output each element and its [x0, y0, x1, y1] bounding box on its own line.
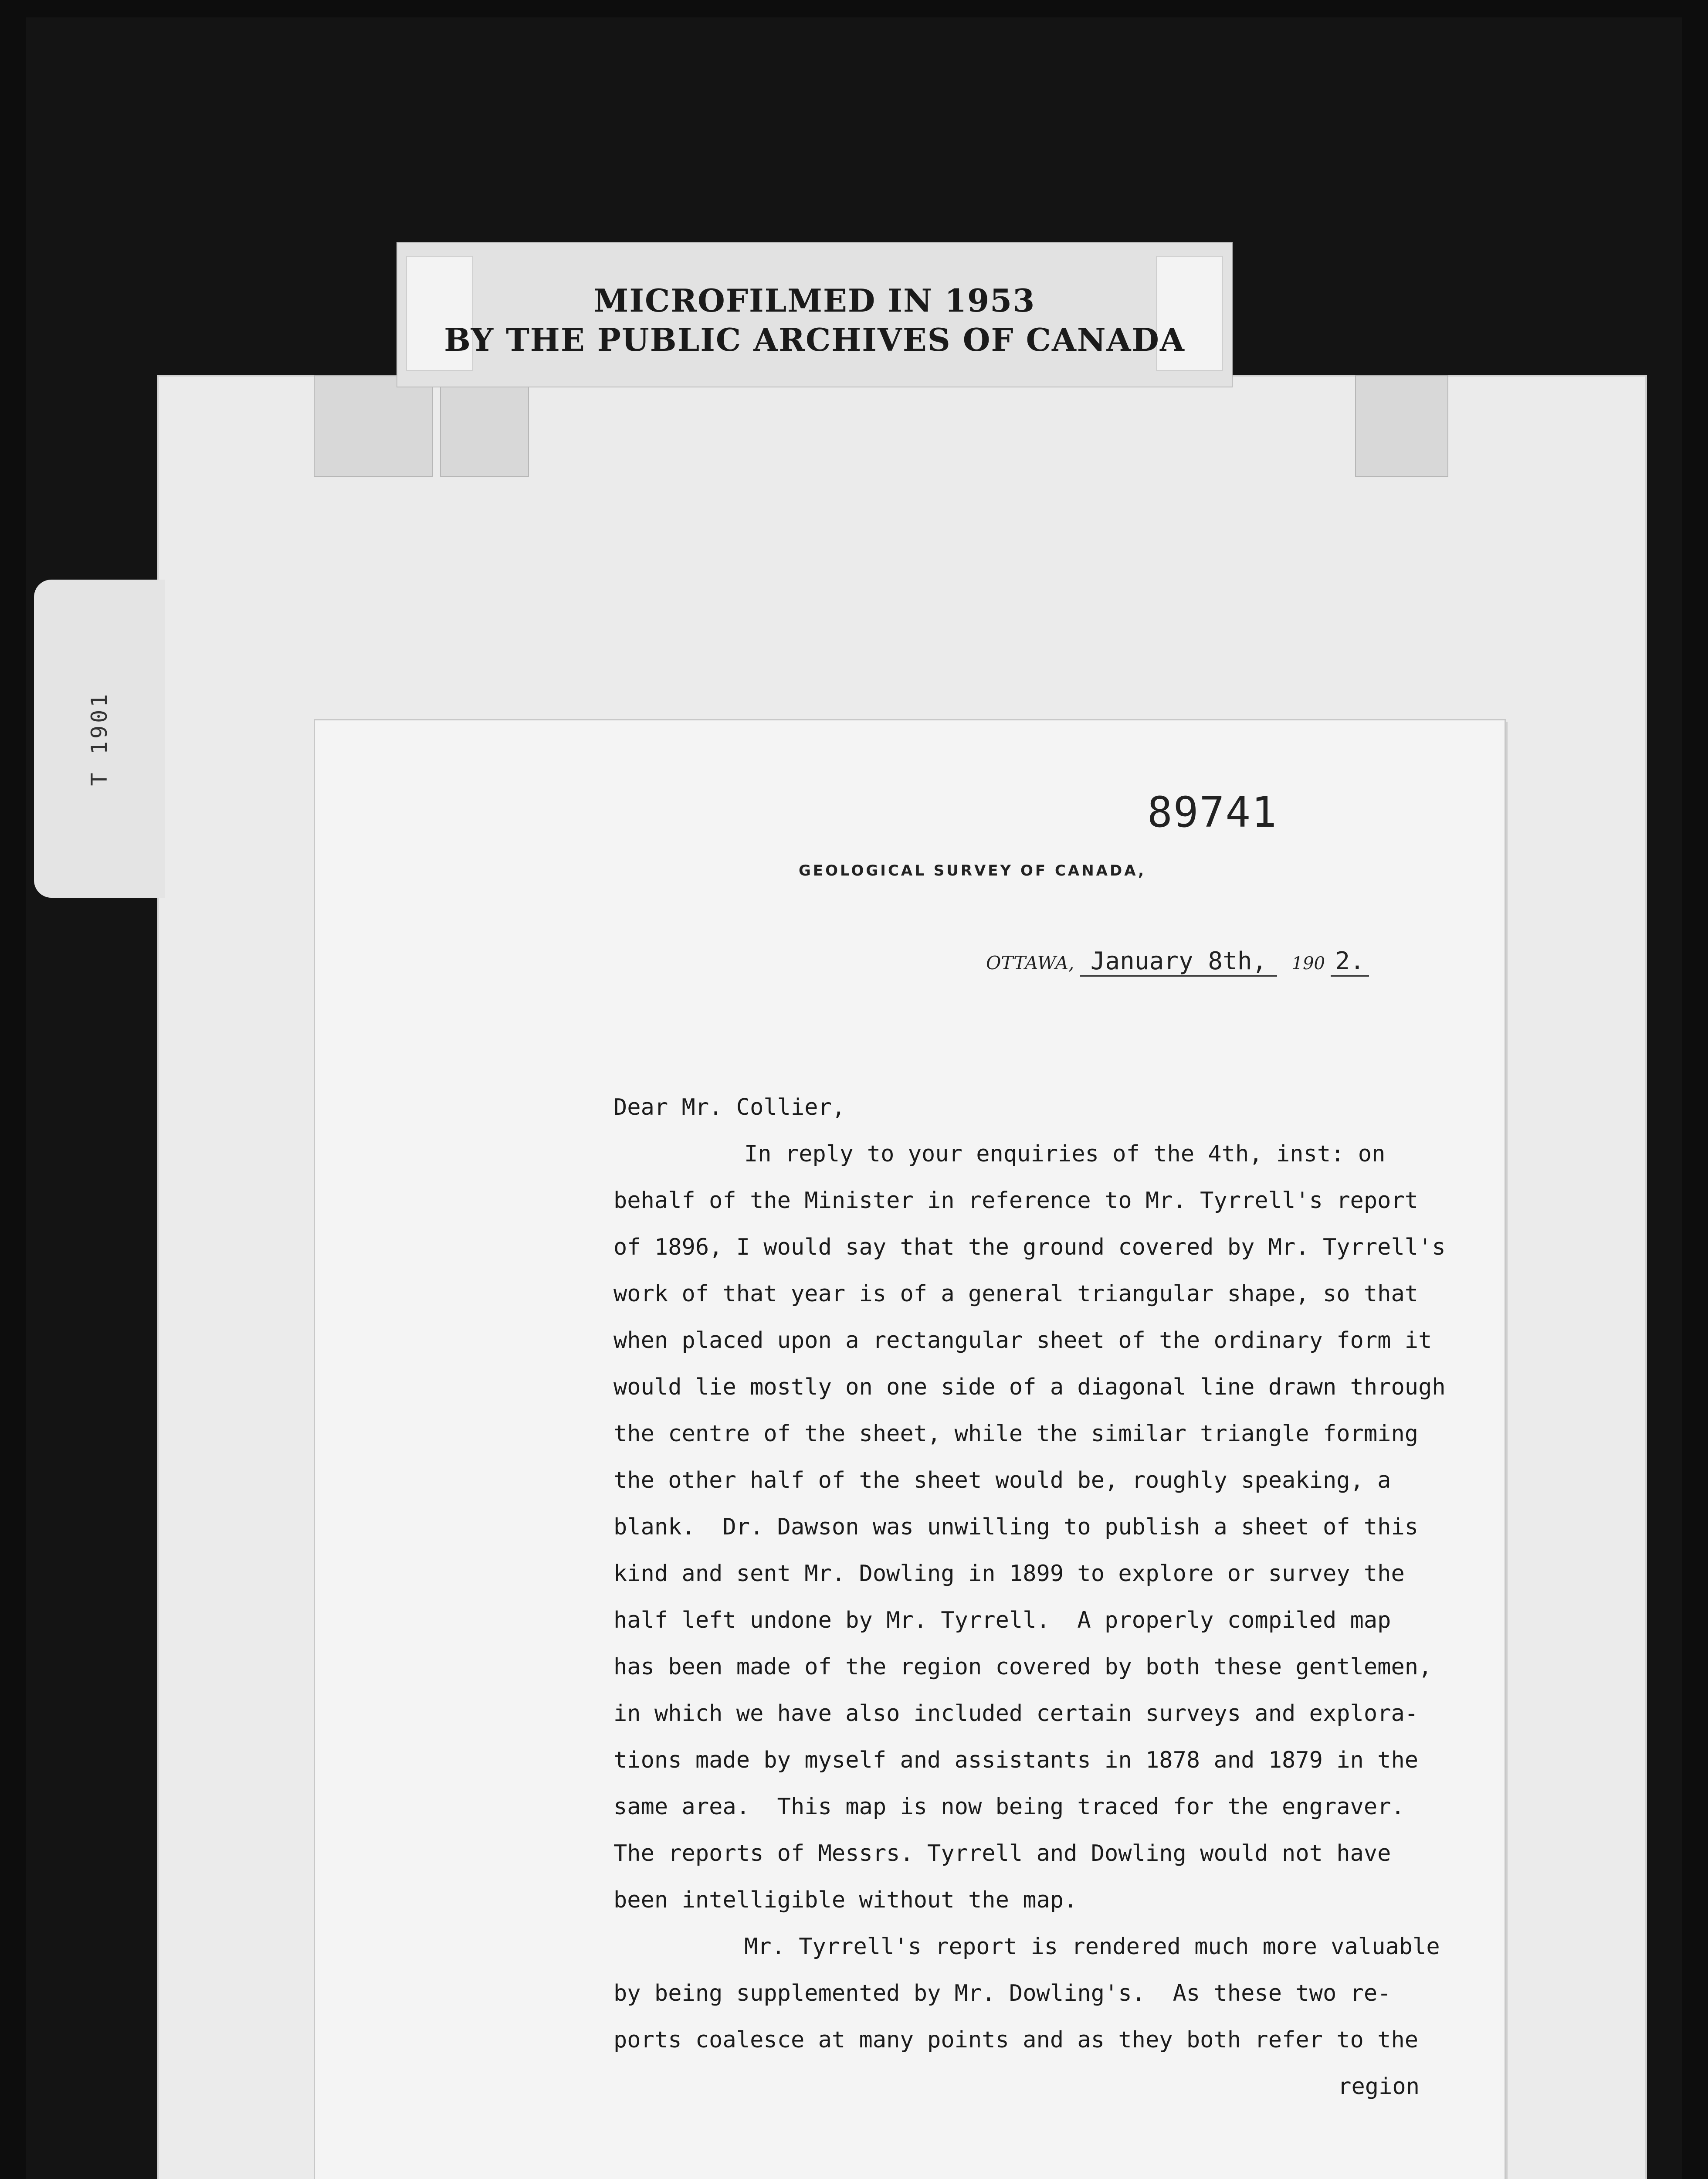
body-line: the centre of the sheet, while the similar triangle forming [613, 1421, 1419, 1447]
body-line: blank. Dr. Dawson was unwilling to publish a sheet of this [613, 1514, 1419, 1540]
tape-strip [1355, 375, 1448, 477]
catchword: region [1338, 2074, 1420, 2100]
tape-strip [440, 384, 529, 477]
body-line: the other half of the sheet would be, roughly speaking, a [613, 1467, 1391, 1493]
stamp-line-1: MICROFILMED IN 1953 [593, 282, 1036, 319]
tape-strip [314, 375, 433, 477]
body-line: behalf of the Minister in reference to Mr. Tyrrell's report [613, 1188, 1419, 1214]
body-line: of 1896, I would say that the ground covered by Mr. Tyrrell's [613, 1234, 1446, 1260]
body-line: work of that year is of a general triangular shape, so that [613, 1281, 1419, 1307]
letter-page [314, 719, 1506, 2179]
body-line: same area. This map is now being traced for the engraver. [613, 1794, 1405, 1820]
body-line: been intelligible without the map. [613, 1887, 1078, 1913]
dateline-date: January 8th, [1080, 947, 1278, 977]
body-line: The reports of Messrs. Tyrrell and Dowling would not have [613, 1840, 1391, 1867]
dateline-year-suffix: 2. [1331, 947, 1369, 977]
body-line: In reply to your enquiries of the 4th, inst: on [744, 1141, 1386, 1167]
side-tab-text: T 1901 [87, 691, 112, 786]
salutation: Dear Mr. Collier, [613, 1094, 846, 1120]
letter-body [613, 1084, 1454, 2110]
letterhead: GEOLOGICAL SURVEY OF CANADA, [799, 862, 1146, 879]
dateline-year-prefix: 190 [1291, 954, 1325, 974]
body-line: ports coalesce at many points and as they both refer to the [613, 2027, 1419, 2053]
dateline [986, 947, 1369, 975]
dateline-place: OTTAWA, [986, 952, 1074, 974]
stamp-line-2: BY THE PUBLIC ARCHIVES OF CANADA [444, 321, 1185, 358]
archive-side-tab [34, 580, 165, 898]
body-line: kind and sent Mr. Dowling in 1899 to explore or survey the [613, 1561, 1405, 1587]
body-line: has been made of the region covered by both these gentlemen, [613, 1654, 1432, 1680]
body-line: when placed upon a rectangular sheet of the ordinary form it [613, 1327, 1432, 1354]
body-line: Mr. Tyrrell's report is rendered much more valuable [744, 1934, 1440, 1960]
body-line: would lie mostly on one side of a diagonal line drawn through [613, 1374, 1446, 1400]
document-number: 89741 [1147, 788, 1278, 837]
body-line: by being supplemented by Mr. Dowling's. As these two re- [613, 1980, 1391, 2006]
body-line: tions made by myself and assistants in 1878 and 1879 in the [613, 1747, 1419, 1773]
microfilm-stamp-label [396, 242, 1233, 387]
body-line: half left undone by Mr. Tyrrell. A properly compiled map [613, 1607, 1391, 1633]
body-line: in which we have also included certain surveys and explora- [613, 1700, 1419, 1727]
